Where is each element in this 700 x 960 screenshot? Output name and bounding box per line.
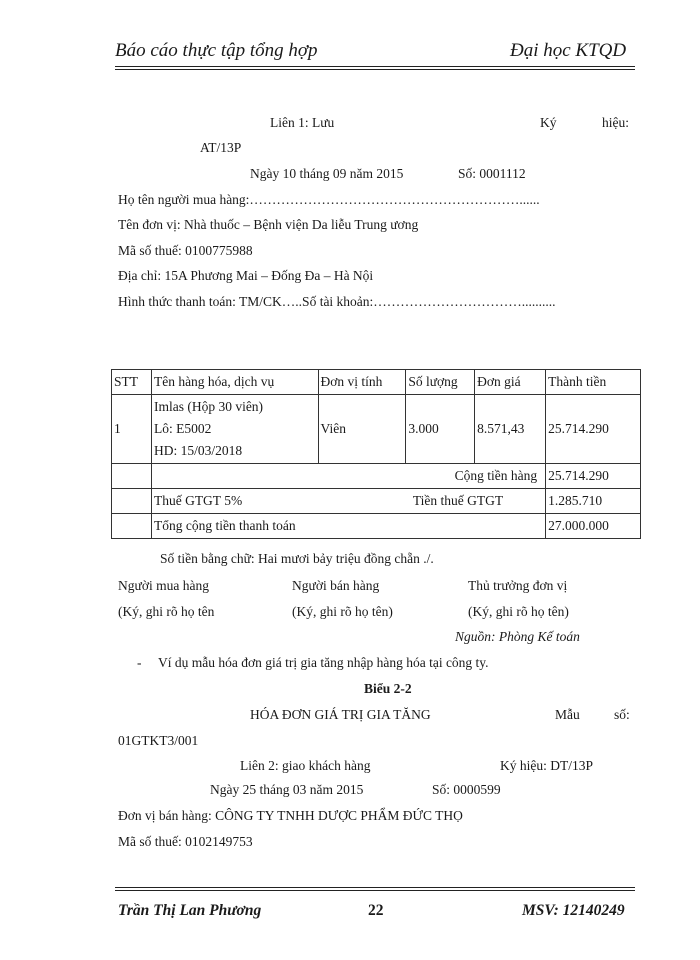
cell-name-line: HD: 15/03/2018 [153,443,243,458]
footer-msv: MSV: 12140249 [522,902,625,919]
sig-seller: Người bán hàng [292,578,380,593]
source-note: Nguồn: Phòng Kế toán [455,629,580,644]
buyer-name: Họ tên người mua hàng:……………………………………………………...... [118,192,540,207]
invoice1-number: Số: 0001112 [458,166,526,181]
sig-head: Thủ trưởng đơn vị [468,578,568,593]
total-row [112,514,641,539]
footer-page-number: 22 [368,902,384,919]
cell-price: 8.571,43 [475,395,546,464]
subtotal-row [112,464,641,489]
cell-name [151,395,318,464]
invoice1-date: Ngày 10 tháng 09 năm 2015 [250,166,404,181]
mau-label-2: số: [614,707,630,722]
sig-seller-note: (Ký, ghi rõ họ tên) [292,604,393,619]
bieu-title: Biểu 2-2 [364,681,412,696]
lien-1: Liên 1: Lưu [270,115,335,130]
payment-method: Hình thức thanh toán: TM/CK…..Số tài khoản:…………………………….......... [118,294,556,309]
kyhieu-label: Ký [540,115,557,130]
total-label: Tổng cộng tiền thanh toán [151,514,545,539]
buyer-address: Địa chỉ: 15A Phương Mai – Đống Đa – Hà Nội [118,268,374,283]
lien-2: Liên 2: giao khách hàng [240,758,371,773]
col-header-name: Tên hàng hóa, dịch vụ [151,370,318,395]
subtotal-label: Cộng tiền hàng [151,464,545,489]
buyer-unit: Tên đơn vị: Nhà thuốc – Bệnh viện Da liễu Trung ương [118,217,419,232]
cell-stt: 1 [112,395,152,464]
mau-label: Mẫu [555,707,580,722]
footer-author: Trần Thị Lan Phương [118,902,262,919]
invoice2-number: Số: 0000599 [432,782,501,797]
sig-buyer-note: (Ký, ghi rõ họ tên [118,604,215,619]
amount-in-words: Số tiền bằng chữ: Hai mươi bảy triệu đồng chẵn ./. [160,551,434,566]
invoice2-kyhieu: Ký hiệu: DT/13P [500,758,593,773]
table-header-row [112,370,641,395]
seller-unit: Đơn vị bán hàng: CÔNG TY TNHH DƯỢC PHẨM ĐỨC THỌ [118,808,463,823]
cell-name-line: Imlas (Hộp 30 viên) [153,399,264,414]
invoice-table [111,369,641,539]
invoice2-date: Ngày 25 tháng 03 năm 2015 [210,782,364,797]
buyer-tax-code: Mã số thuế: 0100775988 [118,243,253,258]
kyhieu-label-2: hiệu: [602,115,629,130]
col-header-qty: Số lượng [406,370,475,395]
total-value: 27.000.000 [546,514,641,539]
header-rule [115,66,635,70]
vat-rate: Thuế GTGT 5% [153,493,243,508]
bullet-text: Ví dụ mẫu hóa đơn giá trị gia tăng nhập hàng hóa tại công ty. [158,655,489,670]
kyhieu-value: AT/13P [200,140,242,155]
mau-value: 01GTKT3/001 [118,733,199,748]
col-header-amount: Thành tiền [546,370,641,395]
bullet-mark: - [137,655,142,670]
footer-rule [115,887,635,891]
header-right: Đại học KTQD [510,40,627,61]
cell-name-line: Lô: E5002 [153,421,212,436]
col-header-unit: Đơn vị tính [318,370,406,395]
sig-buyer: Người mua hàng [118,578,209,593]
vat-row [112,489,641,514]
seller-tax-code: Mã số thuế: 0102149753 [118,834,253,849]
vat-amount: 1.285.710 [546,489,641,514]
cell-qty: 3.000 [406,395,475,464]
header-left: Báo cáo thực tập tổng hợp [115,40,318,61]
subtotal-value: 25.714.290 [546,464,641,489]
table-row [112,395,641,464]
col-header-price: Đơn giá [475,370,546,395]
col-header-stt: STT [112,370,152,395]
vat-cell [151,489,545,514]
cell-amount: 25.714.290 [546,395,641,464]
cell-unit: Viên [318,395,406,464]
sig-head-note: (Ký, ghi rõ họ tên) [468,604,569,619]
invoice2-title: HÓA ĐƠN GIÁ TRỊ GIA TĂNG [250,707,431,722]
vat-label: Tiền thuế GTGT [412,493,504,508]
